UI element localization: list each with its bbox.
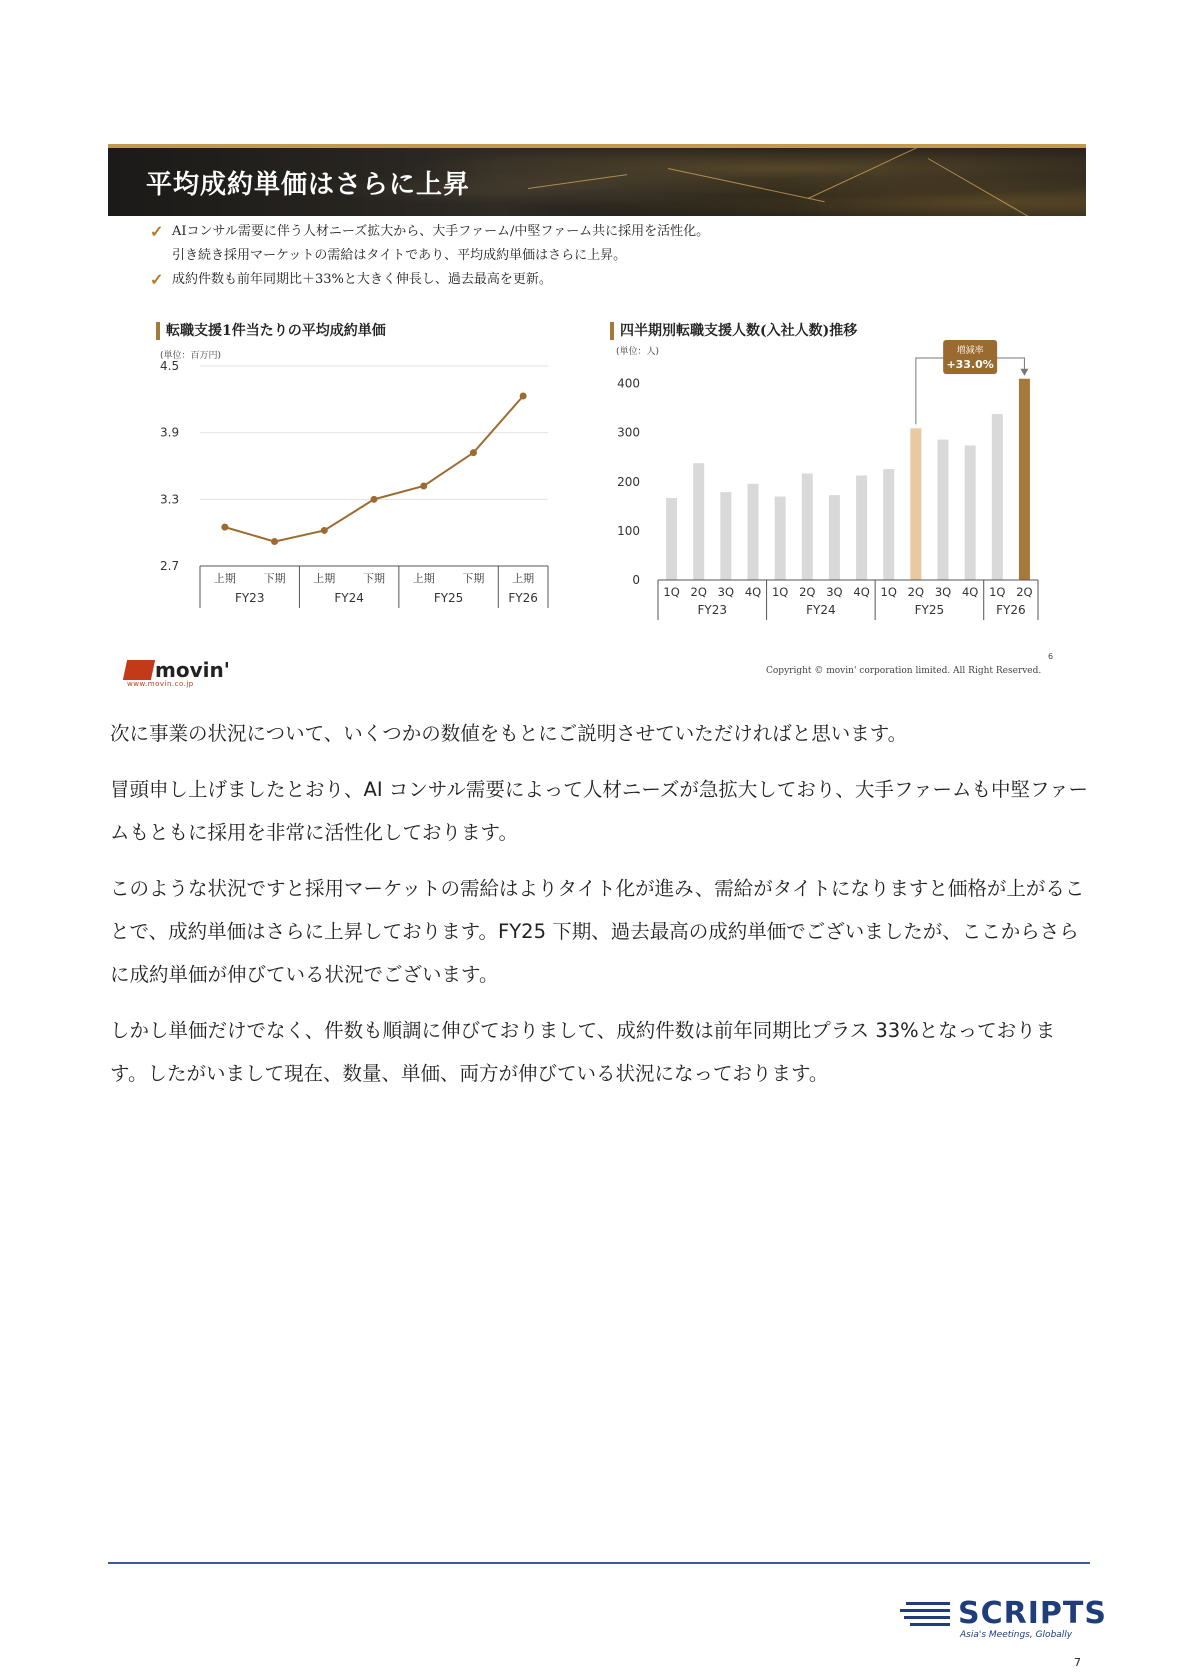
slide-number: 6 bbox=[1048, 652, 1054, 661]
x-tick-label: 3Q bbox=[717, 585, 735, 599]
x-tick-label: 2Q bbox=[907, 585, 925, 599]
bar bbox=[938, 440, 949, 580]
data-point bbox=[520, 393, 527, 400]
x-tick-label: 上期 bbox=[512, 572, 535, 585]
y-tick-label: 400 bbox=[617, 376, 640, 391]
group-label: FY24 bbox=[806, 603, 836, 617]
bullet-item: ✓ AIコンサル需要に伴う人材ニーズ拡大から、大手ファーム/中堅ファーム共に採用を活性化。 bbox=[150, 220, 709, 244]
group-label: FY23 bbox=[234, 591, 265, 605]
slide-image bbox=[108, 144, 1086, 688]
x-tick-label: 1Q bbox=[989, 585, 1006, 599]
group-label: FY23 bbox=[697, 603, 728, 617]
x-tick-label: 下期 bbox=[263, 572, 286, 585]
y-tick-label: 3.9 bbox=[160, 425, 180, 440]
bar bbox=[883, 469, 894, 580]
group-label: FY26 bbox=[508, 591, 538, 605]
paragraph: しかし単価だけでなく、件数も順調に伸びておりまして、成約件数は前年同期比プラス 33%となっております。したがいまして現在、数量、単価、両方が伸びている状況になっております。 bbox=[110, 1019, 1056, 1085]
bar bbox=[693, 463, 704, 580]
scripts-tagline: Asia's Meetings, Globally bbox=[960, 1630, 1073, 1640]
x-tick-label: 2Q bbox=[799, 585, 816, 599]
bullet-list bbox=[150, 220, 709, 292]
left-chart-heading: 転職支援1件当たりの平均成約単価 bbox=[156, 322, 386, 340]
bar bbox=[965, 446, 976, 580]
y-tick-label: 4.5 bbox=[160, 359, 180, 373]
data-point bbox=[371, 496, 378, 503]
callout-value: +33.0% bbox=[946, 358, 994, 371]
x-tick-label: 4Q bbox=[961, 585, 979, 599]
scripts-logo bbox=[900, 1596, 1107, 1642]
body-text bbox=[110, 712, 1090, 1108]
x-tick-label: 3Q bbox=[934, 585, 952, 599]
bar bbox=[775, 497, 786, 580]
x-tick-label: 上期 bbox=[313, 572, 336, 585]
bar bbox=[992, 414, 1003, 580]
bar bbox=[666, 498, 677, 580]
y-tick-label: 0 bbox=[632, 573, 640, 587]
x-tick-label: 3Q bbox=[826, 585, 843, 599]
movin-logo: movin' www.movin.co.jp bbox=[125, 658, 225, 686]
series-line bbox=[225, 396, 523, 542]
x-tick-label: 4Q bbox=[744, 585, 762, 599]
group-label: FY25 bbox=[914, 603, 945, 617]
group-label: FY26 bbox=[996, 603, 1026, 617]
bar-chart bbox=[608, 340, 1048, 656]
bar bbox=[856, 475, 867, 580]
paragraph: 冒頭申し上げましたとおり、AI コンサル需要によって人材ニーズが急拡大しており、大手ファームも中堅ファームもともに採用を非常に活性化しております。 bbox=[110, 778, 1089, 844]
footer-divider bbox=[108, 1562, 1090, 1564]
right-chart-unit: (単位：人) bbox=[616, 347, 660, 357]
bullet-item: 引き続き採用マーケットの需給はタイトであり、平均成約単価はさらに上昇。 bbox=[172, 248, 627, 263]
scripts-wordmark: SCRIPTS bbox=[958, 1596, 1107, 1631]
bar bbox=[1019, 379, 1030, 580]
left-chart-unit: (単位：百万円) bbox=[160, 351, 222, 361]
bar bbox=[910, 428, 921, 580]
x-tick-label: 2Q bbox=[690, 585, 707, 599]
callout-label: 増減率 bbox=[956, 346, 984, 356]
check-icon: ✓ bbox=[150, 270, 164, 289]
x-tick-label: 2Q bbox=[1016, 585, 1033, 599]
x-tick-label: 1Q bbox=[771, 585, 789, 599]
slide-title: 平均成約単価はさらに上昇 bbox=[146, 170, 471, 200]
right-chart-heading: 四半期別転職支援人数(入社人数)推移 bbox=[610, 322, 857, 340]
data-point bbox=[221, 524, 228, 531]
movin-icon bbox=[123, 660, 155, 680]
y-tick-label: 2.7 bbox=[160, 559, 180, 573]
copyright: Copyright © movin' corporation limited. All Right Reserved. bbox=[766, 666, 1042, 676]
x-tick-label: 1Q bbox=[663, 585, 680, 599]
data-point bbox=[470, 449, 477, 456]
group-label: FY25 bbox=[433, 591, 464, 605]
data-point bbox=[420, 483, 427, 490]
bar bbox=[829, 495, 840, 580]
page-number: 7 bbox=[1074, 1656, 1081, 1669]
line-chart bbox=[148, 356, 568, 656]
y-tick-label: 300 bbox=[617, 425, 640, 440]
x-tick-label: 上期 bbox=[412, 572, 435, 585]
bar bbox=[748, 484, 759, 580]
x-tick-label: 1Q bbox=[880, 585, 897, 599]
check-icon: ✓ bbox=[150, 222, 164, 241]
x-tick-label: 4Q bbox=[853, 585, 870, 599]
x-tick-label: 下期 bbox=[363, 572, 385, 585]
paragraph: 次に事業の状況について、いくつかの数値をもとにご説明させていただければと思います。 bbox=[110, 722, 908, 745]
bar bbox=[720, 492, 731, 580]
slide-title-banner bbox=[108, 144, 1086, 216]
data-point bbox=[321, 527, 328, 534]
bullet-item: ✓ 成約件数も前年同期比＋33%と大きく伸長し、過去最高を更新。 bbox=[150, 268, 709, 292]
callout-arrow-icon bbox=[1020, 369, 1028, 376]
paragraph: このような状況ですと採用マーケットの需給はよりタイト化が進み、需給がタイトになりますと価格が上がることで、成約単価はさらに上昇しております。FY25 下期、過去最高の成約単価でございましたが、ここからさらに成約単価が伸びている状況でございます。 bbox=[110, 877, 1085, 986]
y-tick-label: 100 bbox=[617, 523, 640, 538]
y-tick-label: 3.3 bbox=[160, 492, 180, 507]
bar bbox=[802, 473, 813, 580]
data-point bbox=[271, 538, 278, 545]
x-tick-label: 下期 bbox=[462, 572, 485, 585]
group-label: FY24 bbox=[334, 591, 364, 605]
y-tick-label: 200 bbox=[617, 474, 640, 489]
x-tick-label: 上期 bbox=[213, 572, 236, 585]
